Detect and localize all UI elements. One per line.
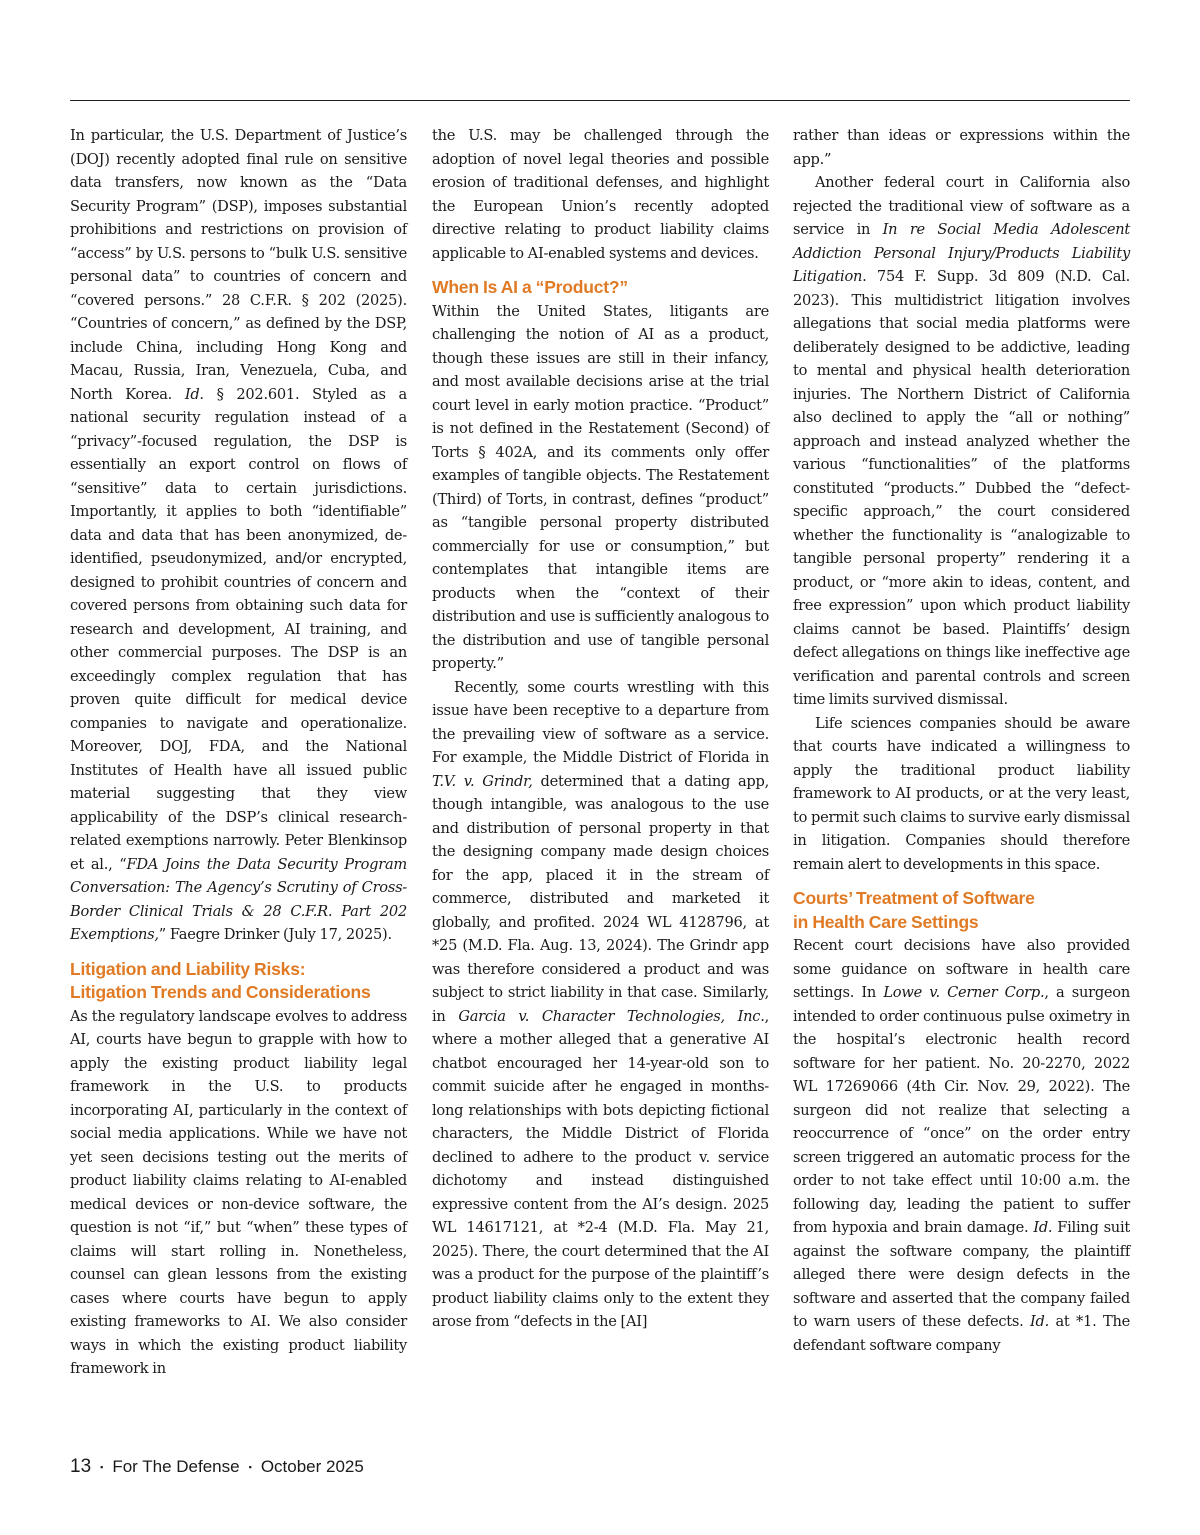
- heading-litigation-risks: Litigation and Liability Risks: Litigation Trends and Considerations: [70, 958, 371, 1002]
- issue-date: October 2025: [260, 1457, 364, 1476]
- paragraph-lowe-cerner: Recent court decisions have also provided some guidance on software in health care settings. In Lowe v. Cerner Corp., a surgeon intended to order continuous pulse oximetry in the hospital’s electronic health record software for her patient. No. 20-2270, 2022 WL 17269066 (4th Cir. Nov. 29, 2022). The surgeon did not realize that selecting a reoccurrence of “once” on the order entry screen triggered an automatic process for the order to not take effect until 10:00 a.m. the following day, leading the patient to suffer from hypoxia and brain damage. Id. Filing suit against the software company, the plaintiff alleged there were design defects in the software and asserted that the company failed to warn users of these defects. Id. at *1. The defendant software company: [793, 937, 1130, 1354]
- page-number: 13: [70, 1456, 92, 1477]
- paragraph-us-litigants: Within the United States, litigants are challenging the notion of AI as a product, though these issues are still in their infancy, and most available decisions arise at the trial court level in early motion practice. “Product” is not defined in the Restatement (Second) of Torts § 402A, and its comments only offer examples of tangible objects. The Restatement (Third) of Torts, in contrast, defines “product” as “tangible personal property distributed commercially for use or consumption,” but contemplates that intangible items are products when the “context of their distribution and use is sufficiently analogous to the distribution and use of tangible personal property.”: [432, 302, 769, 672]
- citation-title: FDA Joins the Data Security Program Conversation: The Agency’s Scrutiny of Cross-Border Clinical Trials & 28 C.F.R. Part 202 Exemptions,: [70, 855, 407, 943]
- paragraph-life-sciences: Life sciences companies should be aware that courts have indicated a willingness to apply the traditional product liability framework to AI products, or at the very least, to permit such claims to survive early dismissal in litigation. Companies should therefore remain alert to developments in this space.: [793, 714, 1130, 873]
- column-1: [70, 124, 407, 1381]
- heading-health-care-software: Courts’ Treatment of Software in Health Care Settings: [793, 888, 1035, 932]
- case-garcia: Garcia v. Character Technologies, Inc.: [458, 1007, 765, 1025]
- paragraph-novel-theories: the U.S. may be challenged through the adoption of novel legal theories and possible erosion of traditional defenses, and highlight the European Union’s recently adopted directive relating to product liability claims applicable to AI-enabled systems and devices.: [432, 127, 769, 262]
- paragraph-social-media-case: Another federal court in California also rejected the traditional view of software as a service in In re Social Media Adolescent Addiction Personal Injury/Products Liability Litigation. 754 F. Supp. 3d 809 (N.D. Cal. 2023). This multidistrict litigation involves allegations that social media platforms were deliberately designed to be addictive, leading to mental and physical health deterioration injuries. The Northern District of California also declined to apply the “all or nothing” approach and instead analyzed whether the various “functionalities” of the platforms constituted “products.” Dubbed the “defect-specific approach,” the court considered whether the functionality is “analogizable to tangible personal property” rendering it a product, or “more akin to ideas, content, and free expression” upon which product liability claims cannot be based. Plaintiffs’ design defect allegations on things like ineffective age verification and parental controls and screen time limits survived dismissal.: [793, 174, 1131, 708]
- paragraph-continued: rather than ideas or expressions within the app.”: [793, 127, 1130, 168]
- heading-ai-product: When Is AI a “Product?”: [432, 277, 628, 297]
- page-footer: [70, 1456, 364, 1478]
- case-lowe: Lowe v. Cerner Corp.: [883, 984, 1045, 1001]
- case-grindr: T.V. v. Grindr,: [432, 772, 533, 790]
- case-social-media: In re Social Media Adolescent Addiction Personal Injury/Products Liability Litigation: [793, 221, 1131, 285]
- footer-separator: ▪: [248, 1462, 252, 1472]
- paragraph-recent-courts: Recently, some courts wrestling with this issue have been receptive to a departure from the prevailing view of software as a service. For example, the Middle District of Florida in T.V. v. Grindr, determined that a dating app, though intangible, was analogous to the use and distribution of personal property in that the designing company made design choices for the app, placed it in the stream of commerce, distributed and marketed it globally, and profited. 2024 WL 4128796, at *25 (M.D. Fla. Aug. 13, 2024). The Grindr app was therefore considered a product and was subject to strict liability in that case. Similarly, in Garcia v. Character Technologies, Inc., where a mother alleged that a generative AI chatbot encouraged her 14-year-old son to commit suicide after he engaged in months-long relationships with bots depicting fictional characters, the Middle District of Florida declined to adhere to the product v. service dichotomy and instead distinguished expressive content from the AI’s design. 2025 WL 14617121, at *2-4 (M.D. Fla. May 21, 2025). There, the court determined that the AI was a product for the purpose of the plaintiff’s product liability claims only to the extent they arose from “defects in the [AI]: [432, 678, 769, 1330]
- publication-name: For The Defense: [112, 1457, 240, 1476]
- paragraph-regulatory-landscape: As the regulatory landscape evolves to address AI, courts have begun to grapple with how to apply the existing product liability legal framework in the U.S. to products incorporating AI, particularly in the context of social media applications. While we have not yet seen decisions testing out the merits of product liability claims relating to AI-enabled medical devices or non-device software, the question is not “if,” but “when” these types of claims will start rolling in. Nonetheless, counsel can glean lessons from the existing cases where courts have begun to apply existing frameworks to AI. We also consider ways in which the existing product liability framework in: [70, 1007, 407, 1377]
- column-3: [793, 124, 1130, 1357]
- top-rule: [70, 100, 1130, 101]
- column-2: [432, 124, 769, 1334]
- footer-separator: ▪: [100, 1462, 104, 1472]
- paragraph-dsp: In particular, the U.S. Department of Justice’s (DOJ) recently adopted final rule on sensitive data transfers, now known as the “Data Security Program” (DSP), imposes substantial prohibitions and restrictions on provision of “access” by U.S. persons to “bulk U.S. sensitive personal data” to countries of concern and “covered persons.” 28 C.F.R. § 202 (2025). “Countries of concern,” as defined by the DSP, include China, including Hong Kong and Macau, Russia, Iran, Venezuela, Cuba, and North Korea. Id. § 202.601. Styled as a national security regulation instead of a “privacy”-focused regulation, the DSP is essentially an export control on flows of “sensitive” data to certain jurisdictions. Importantly, it applies to both “identifiable” data and data that has been anonymized, de-identified, pseudonymized, and/or encrypted, designed to prohibit countries of concern and covered persons from obtaining such data for research and development, AI training, and other commercial purposes. The DSP is an exceedingly complex regulation that has proven quite difficult for medical device companies to navigate and operationalize. Moreover, DOJ, FDA, and the National Institutes of Health have all issued public material suggesting that they view applicability of the DSP’s clinical research-related exemptions narrowly. Peter Blenkinsop et al., “FDA Joins the Data Security Program Conversation: The Agency’s Scrutiny of Cross-Border Clinical Trials & 28 C.F.R. Part 202 Exemptions,” Faegre Drinker (July 17, 2025).: [70, 127, 408, 943]
